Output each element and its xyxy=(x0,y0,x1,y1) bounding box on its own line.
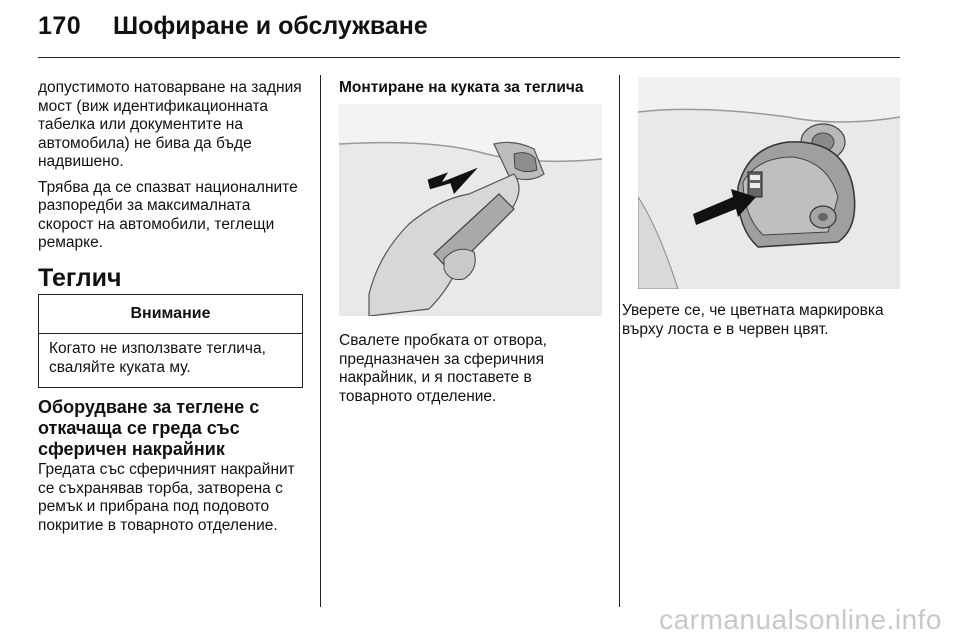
chapter-title: Шофиране и обслужване xyxy=(113,12,428,40)
paragraph-storage: Гредата със сферичният накрайнит се съхранявав торба, затворена с ремък и прибрана под подовото покритие в товарното отделение. xyxy=(38,461,295,534)
column-1 xyxy=(38,79,303,253)
illustration-remove-plug xyxy=(339,104,602,316)
watermark: carmanualsonline.info xyxy=(659,604,942,635)
column-divider-1 xyxy=(320,75,321,607)
subsection-heading: Оборудване за теглене с откачаща се греда със сферичен накрайник xyxy=(38,397,260,459)
paragraph-speed-regulations: Трябва да се спазват националните разпоредби за максималната скорост на автомобили, теглещи ремарке. xyxy=(38,178,298,251)
section-heading: Теглич xyxy=(38,264,122,292)
page-number: 170 xyxy=(38,12,82,40)
page-header xyxy=(38,12,900,52)
warning-title: Внимание xyxy=(39,295,302,334)
column-divider-2 xyxy=(619,75,620,607)
illustration-remove-plug-drawing xyxy=(339,104,602,316)
warning-box xyxy=(38,294,303,388)
mounting-heading: Монтиране на куката за теглича xyxy=(339,79,584,96)
header-rule xyxy=(38,57,900,58)
caption-lever-marking: Уверете се, че цветната маркировка върху лоста е в червен цвят. xyxy=(622,302,884,338)
paragraph-axle-load: допустимото натоварване на задния мост (виж идентификационната табелка или документите на автомобила) не бива да бъде надвишено. xyxy=(38,79,302,170)
illustration-lever-marking xyxy=(638,77,900,289)
illustration-lever-marking-drawing xyxy=(638,77,900,289)
caption-remove-plug: Свалете пробката от отвора, предназначен за сферичния накрайник, и я поставете в товарното отделение. xyxy=(339,332,547,405)
warning-text: Когато не използвате теглича, сваляйте куката му. xyxy=(49,340,266,376)
